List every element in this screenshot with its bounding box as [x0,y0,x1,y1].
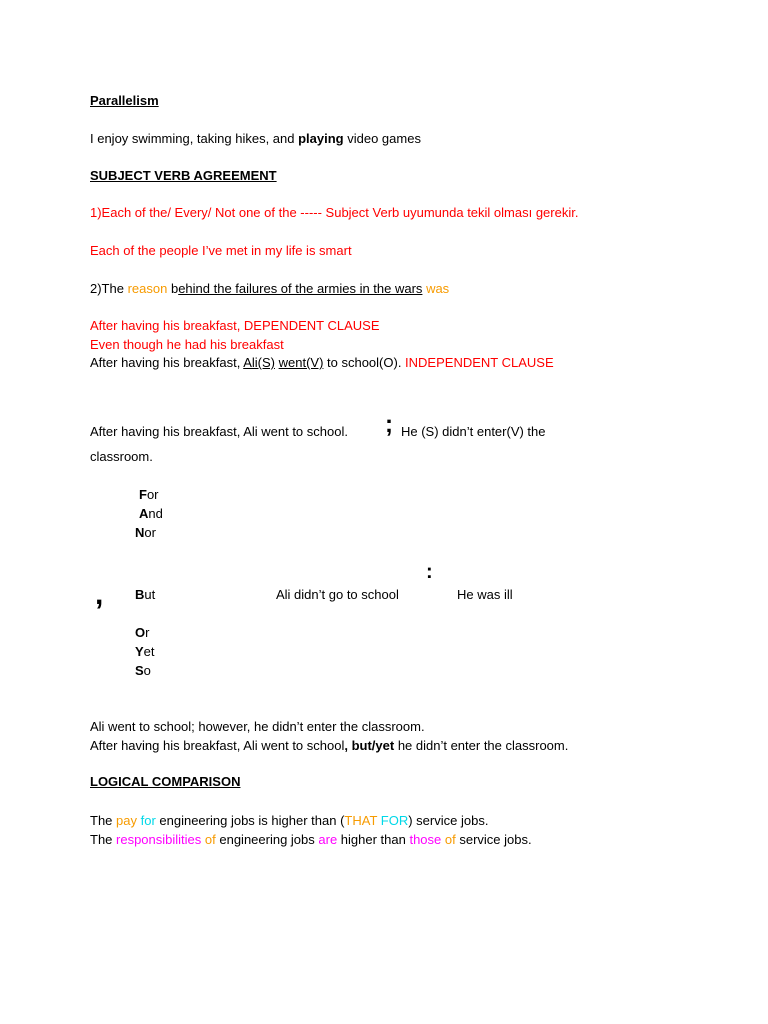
fanboys-or: Or [135,625,150,640]
fanboys-so: So [135,663,151,678]
fanboys-example-right: He was ill [457,587,513,602]
word-reason: reason [127,281,168,296]
semicolon-symbol: ; [385,411,393,438]
comma-symbol: , [95,578,104,611]
however-example: Ali went to school; however, he didn’t enter the classroom. [90,719,425,734]
heading-subject-verb-agreement: SUBJECT VERB AGREEMENT [90,168,277,183]
but-yet-example: After having his breakfast, Ali went to school, but/yet he didn’t enter the classroom. [90,738,569,753]
fanboys-for: For [139,487,159,502]
semicolon-example-wrap: classroom. [90,449,153,464]
dependent-clause-1: After having his breakfast, DEPENDENT CLAUSE [90,318,380,333]
comparison-1: The pay for engineering jobs is higher than (THAT FOR) service jobs. [90,813,489,828]
rule-1: 1)Each of the/ Every/ Not one of the ----- Subject Verb uyumunda tekil olması gerekir. [90,205,579,220]
rule-2: 2)The reason behind the failures of the armies in the wars was [90,281,450,296]
heading-logical-comparison: LOGICAL COMPARISON [90,774,241,789]
semicolon-example-left: After having his breakfast, Ali went to school. [90,424,348,439]
heading-parallelism: Parallelism [90,93,159,108]
fanboys-yet: Yet [135,644,155,659]
fanboys-example-left: Ali didn’t go to school [276,587,399,602]
parallelism-example: I enjoy swimming, taking hikes, and playing video games [90,131,421,146]
independent-clause: After having his breakfast, Ali(S) went(V) to school(O). INDEPENDENT CLAUSE [90,355,554,370]
semicolon-example-right: He (S) didn’t enter(V) the [401,424,546,439]
comparison-2: The responsibilities of engineering jobs are higher than those of service jobs. [90,832,532,847]
fanboys-but: But [135,587,156,602]
colon-symbol: : [426,561,433,583]
rule-1-example: Each of the people I’ve met in my life is smart [90,243,352,258]
fanboys-and: And [139,506,163,521]
fanboys-nor: Nor [135,525,156,540]
dependent-clause-2: Even though he had his breakfast [90,337,284,352]
word-was: was [426,281,450,296]
